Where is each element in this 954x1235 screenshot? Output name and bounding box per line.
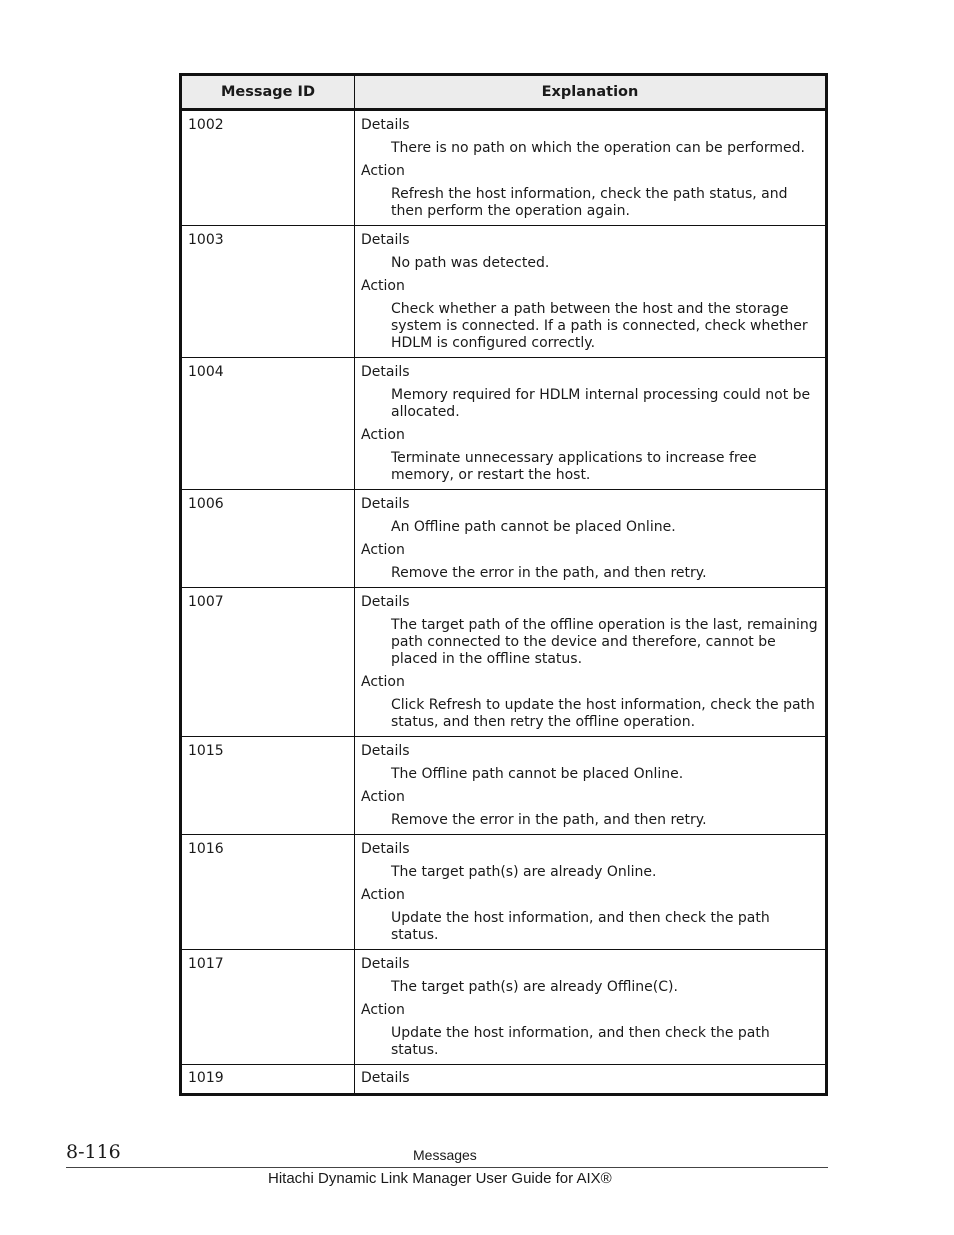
header-explanation: Explanation [355,75,827,110]
message-id: 1017 [181,950,355,1065]
action-text: Update the host information, and then check the path status. [391,1025,770,1058]
table-row [181,835,827,950]
page-number: 8-116 [66,1141,121,1163]
action-text: Terminate unnecessary applications to increase free memory, or restart the host. [391,450,757,483]
table-row [181,226,827,358]
details-text: The target path of the offline operation is the last, remaining path connected to the device and therefore, cannot be placed in the offline status. [391,617,818,667]
explanation-cell [355,358,827,490]
action-label: Action [361,278,405,294]
message-id: 1002 [181,110,355,226]
details-text: Memory required for HDLM internal processing could not be allocated. [391,387,811,420]
section-title: Messages [413,1147,477,1163]
explanation-cell [355,737,827,835]
message-id: 1016 [181,835,355,950]
table-header-row [181,75,827,110]
details-label: Details [361,594,410,610]
header-message-id: Message ID [181,75,355,110]
action-label: Action [361,542,405,558]
table-row [181,950,827,1065]
message-id: 1003 [181,226,355,358]
action-label: Action [361,674,405,690]
message-id: 1007 [181,588,355,737]
action-text: Update the host information, and then check the path status. [391,910,770,943]
details-label: Details [361,956,410,972]
message-id: 1006 [181,490,355,588]
message-id: 1019 [181,1065,355,1095]
action-text: Check whether a path between the host and the storage system is connected. If a path is connected, check whether HDLM is configured correctly. [391,301,808,351]
details-text: The target path(s) are already Offline(C). [391,979,678,995]
action-text: Refresh the host information, check the path status, and then perform the operation again. [391,186,788,219]
table-row [181,1065,827,1095]
table-row [181,490,827,588]
details-text: An Offline path cannot be placed Online. [391,519,676,535]
action-text: Click Refresh to update the host information, check the path status, and then retry the offline operation. [391,697,815,730]
message-table [179,73,828,1096]
details-label: Details [361,117,410,133]
action-label: Action [361,887,405,903]
action-label: Action [361,789,405,805]
explanation-cell [355,110,827,226]
message-id: 1015 [181,737,355,835]
explanation-cell [355,1065,827,1095]
details-label: Details [361,496,410,512]
details-text: The target path(s) are already Online. [391,864,657,880]
details-label: Details [361,841,410,857]
table-row [181,588,827,737]
explanation-cell [355,490,827,588]
explanation-cell [355,950,827,1065]
details-label: Details [361,1070,410,1086]
details-label: Details [361,232,410,248]
message-id: 1004 [181,358,355,490]
details-label: Details [361,364,410,380]
action-label: Action [361,163,405,179]
action-text: Remove the error in the path, and then retry. [391,812,707,828]
footer-divider [66,1167,828,1168]
action-text: Remove the error in the path, and then retry. [391,565,707,581]
details-text: The Offline path cannot be placed Online. [391,766,684,782]
details-text: No path was detected. [391,255,550,271]
action-label: Action [361,1002,405,1018]
table-row [181,358,827,490]
table-row [181,110,827,226]
table-row [181,737,827,835]
action-label: Action [361,427,405,443]
explanation-cell [355,226,827,358]
explanation-cell [355,835,827,950]
details-text: There is no path on which the operation can be performed. [391,140,805,156]
guide-title: Hitachi Dynamic Link Manager User Guide for AIX® [268,1170,612,1187]
explanation-cell [355,588,827,737]
details-label: Details [361,743,410,759]
